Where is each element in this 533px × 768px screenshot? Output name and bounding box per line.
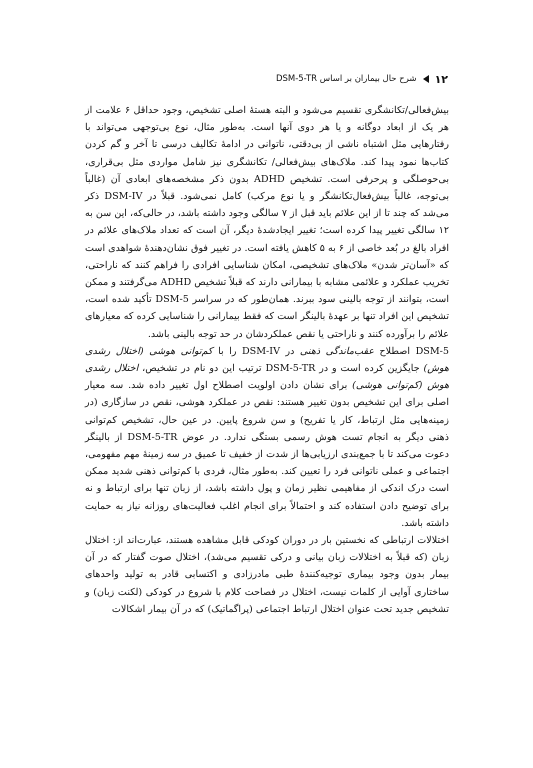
text-segment: در DSM-IV را با — [212, 345, 300, 357]
running-title: شرح حال بیماران بر اساس DSM-5-TR — [275, 74, 417, 84]
paragraph — [85, 532, 449, 618]
italic-text-segment: کم‌توانی هوشی (اختلال رشدی هوش) — [85, 345, 449, 375]
text-segment: برای نشان دادن اولویت اصطلاح اول تغییر داده شد. سه معیار اصلی برای این تشخیص بدون تغییر هستند: نقص در عملکرد هوشی، نقص در سازگاری (در زمینه‌هایی مثل ارتباط، کار یا تفریح) و سن شروع پایین. در عین حال، تشخیص کم‌توانی ذهنی دیگر به انجام تست هوش رسمی بستگی ندارد. در عوض DSM-5-TR از بالینگر دعوت می‌کند تا با جمع‌بندی ارزیابی‌ها از شدت از خفیف تا عمیق در سه زمینهٔ مهم مفهومی، اجتماعی و عملی ناتوانی فرد را تعیین کند. به‌طور مثال، فردی با کم‌توانی ذهنی شدید ممکن است درک اندکی از مفاهیمی نظیر زمان و پول داشته باشد، از زبان تنها برای ارتباط و نه برای توضیح دادن استفاده کند و احتمالاً برای انجام اغلب فعالیت‌های روزانه نیاز به حمایت داشته باشد. — [85, 380, 449, 529]
body-text — [85, 102, 449, 618]
text-segment: DSM-5 اصطلاح — [373, 345, 449, 357]
page-number: ۱۲ — [434, 72, 448, 86]
paragraph — [85, 102, 449, 343]
italic-text-segment: اختلال رشدی هوش (کم‌توانی هوشی) — [85, 363, 449, 392]
triangle-pointer-icon — [423, 75, 429, 83]
text-segment: جایگزین کرده است و در DSM-5-TR ترتیب این دو نام در تشخیص، — [138, 363, 424, 375]
paragraph — [85, 343, 449, 532]
text-segment: بیش‌فعالی/تکانشگری تقسیم می‌شود و البته هستهٔ اصلی تشخیص، وجود حداقل ۶ علامت از هر یک از ابعاد دوگانه و یا هر دوی آنها است. به‌طور مثال، نوع بی‌توجهی می‌تواند با رفتارهایی مثل اشتباه ناشی از بی‌دقتی، ناتوانی در ادامهٔ تکالیف درسی تا آخر و گم کردن کتاب‌ها نمود پیدا کند. ملاک‌های بیش‌فعالی/ تکانشگری نیز شامل مواردی مثل بی‌قراری، بی‌حوصلگی و پرحرفی است. تشخیص ADHD بدون ذکر مشخصه‌های ابعادی آن (غالباً بی‌توجه، غالباً بیش‌فعال‌تکانشگر و یا نوع مرکب) کامل نمی‌شود. قبلاً در DSM-IV ذکر می‌شد که چند تا از این علائم باید قبل از ۷ سالگی وجود داشته باشد، در حالی‌که، این سن به ۱۲ سالگی تغییر پیدا کرده است؛ تغییر ایجادشدهٔ دیگر، آن است که تعداد ملاک‌های علائم در افراد بالغ در بُعد خاصی از ۶ به ۵ کاهش یافته است. در تغییر فوق نشان‌دهندهٔ شواهدی است که «آسان‌تر شدن» ملاک‌های تشخیصی، امکان شناسایی افرادی را فراهم کنند که ناراحتی، تخریب عملکرد و علائمی مشابه با بیمارانی دارند که قبلاً تشخیص ADHD می‌گرفتند و ممکن است، بتوانند از توجه بالینی سود ببرند. همان‌طور که در سراسر DSM-5 تأکید شده است، تشخیص این افراد تنها بر عهدهٔ بالینگر است که فقط بیمارانی را شناسایی کرده که معیارهای علائم را برآورده کنند و ناراحتی یا نقص عملکردشان در حد توجه بالینی باشد. — [85, 105, 450, 340]
page-header — [85, 70, 448, 88]
italic-text-segment: عقب‌ماندگی ذهنی — [299, 345, 374, 357]
text-segment: اختلالات ارتباطی که نخستین بار در دوران کودکی قابل مشاهده هستند، عبارت‌اند از: اختلال زبان (که قبلاً به اختلالات زبان بیانی و درکی تقسیم می‌شد)، اختلال صوت گفتار که در آن بیمار بدون وجود بیماری توجیه‌کنندهٔ طبی مادرزادی و اکتسابی قادر به تولید واحدهای ساختاری آوایی از کلمات نیست، اختلال در فصاحت کلام با شروع در کودکی (لکنت زبان) و تشخیص جدید تحت عنوان اختلال ارتباط اجتماعی (پراگماتیک) که در آن بیمار اشکالات — [85, 535, 449, 615]
